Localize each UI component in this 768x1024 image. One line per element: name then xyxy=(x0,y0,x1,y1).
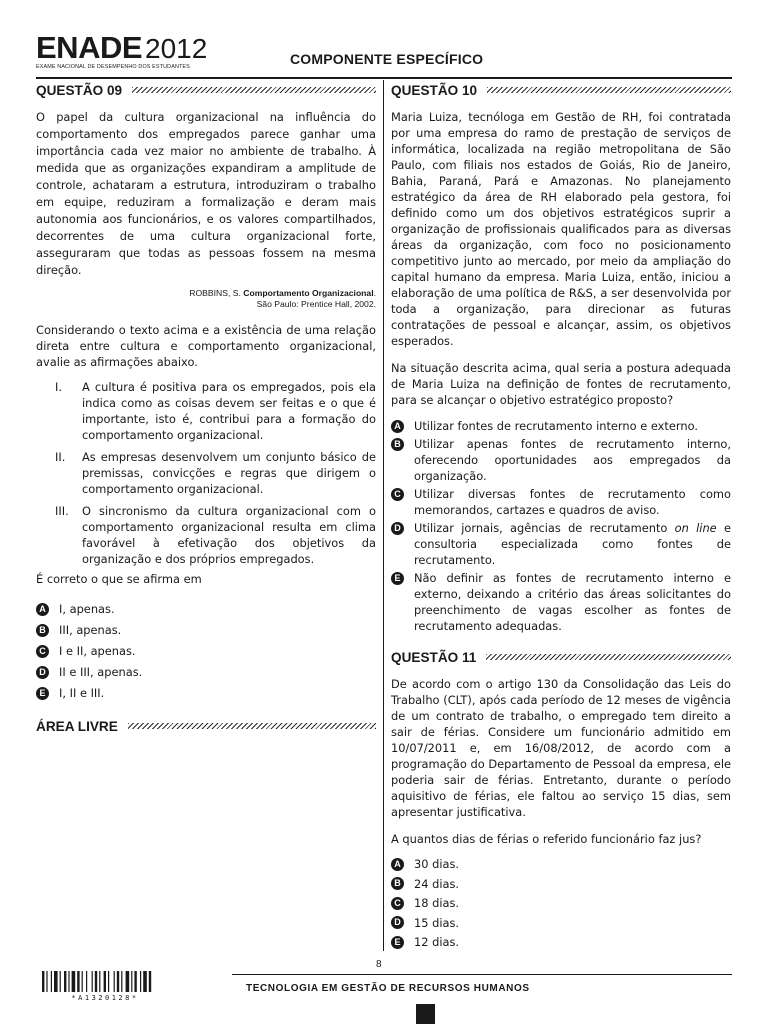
barcode-bar xyxy=(143,971,147,992)
option-letter-b: B xyxy=(36,624,49,637)
answer-option-e[interactable] xyxy=(391,934,731,950)
option-text: I, apenas. xyxy=(59,602,115,616)
question-11-title: QUESTÃO 11 xyxy=(391,649,477,665)
barcode-bar xyxy=(54,971,58,992)
registration-mark xyxy=(416,1004,435,1024)
question-10-options xyxy=(391,418,731,634)
barcode-bar xyxy=(68,971,69,992)
answer-option-e[interactable] xyxy=(36,685,376,701)
logo-subtitle: EXAME NACIONAL DE DESEMPENHO DOS ESTUDANTES xyxy=(36,64,190,70)
option-text: 24 dias. xyxy=(414,876,460,891)
answer-option-b[interactable] xyxy=(391,876,731,892)
statement-item xyxy=(36,503,376,567)
question-09-question: É correto o que se afirma em xyxy=(36,572,202,586)
source-publisher: São Paulo: Prentice Hall, 2002. xyxy=(256,299,376,309)
area-livre-header xyxy=(36,718,376,734)
enade-logo xyxy=(36,32,206,70)
page-title: COMPONENTE ESPECÍFICO xyxy=(290,51,484,67)
barcode-bar xyxy=(117,971,119,992)
logo-enade-text: ENADE xyxy=(36,30,143,65)
answer-option-a[interactable] xyxy=(391,856,731,872)
option-letter-a: A xyxy=(36,603,49,616)
option-text: Utilizar apenas fontes de recrutamento interno, oferecendo oportunidades aos empregados da organização. xyxy=(414,437,731,483)
barcode-bar xyxy=(149,971,151,992)
answer-option-d[interactable] xyxy=(36,664,376,680)
barcode-bar xyxy=(72,971,76,992)
option-letter-c: C xyxy=(391,897,404,910)
question-11-question: A quantos dias de férias o referido funcionário faz jus? xyxy=(391,832,702,846)
source-work: Comportamento Organizacional xyxy=(243,288,374,298)
footer-course-title: TECNOLOGIA EM GESTÃO DE RECURSOS HUMANOS xyxy=(246,983,530,994)
option-letter-c: C xyxy=(391,488,404,501)
logo-year-text: 2012 xyxy=(145,33,208,64)
question-10-text: Maria Luiza, tecnóloga em Gestão de RH, foi contratada por uma empresa do ramo de prestação de serviços de informática, localizada na região metropolitana de São Paulo, com filiais nos estados de Goiás, Rio de Janeiro, Bahia, Paraná, Pará e Amazonas. No planejamento estratégico da área de RH elaborado pela gestora, foi definido como um dos objetivos estratégicos suprir a organização de profissionais qualificados para as diversas áreas da organização, com foco no posicionamento competitivo junto ao mercado, por meio da ampliação do capital humano da empresa. Maria Luiza, então, iniciou a elaboração de uma política de R&S, a ser desenvolvida por toda a organização, para direcionar as futuras contratações de pessoal e alcançar, assim, os objetivos esperados. xyxy=(391,110,731,348)
question-11-text: De acordo com o artigo 130 da Consolidação das Leis do Trabalho (CLT), após cada período de 12 meses de vigência de um contrato de trabalho, o empregado tem direito a sair de férias. Considere um funcionário admitido em 10/07/2011 e, em 16/08/2012, de acordo com a programação do Departamento de Pessoal da empresa, ele poderia sair de férias. Entretanto, durante o período aquisitivo de férias, ele faltou ao serviço 15 dias, sem apresentar justificativa. xyxy=(391,677,731,819)
option-letter-b: B xyxy=(391,438,404,451)
option-text: Utilizar diversas fontes de recrutamento como memorandos, cartazes e quadros de aviso. xyxy=(414,487,731,517)
statement-text: O sincronismo da cultura organizacional com o comportamento organizacional resulta em clima favorável à efetivação dos objetivos da organização e dos próprios empregados. xyxy=(82,504,376,566)
right-column xyxy=(391,82,731,954)
option-letter-d: D xyxy=(391,916,404,929)
barcode-bar xyxy=(126,971,130,992)
statement-numeral: II. xyxy=(55,450,66,464)
barcode-bar xyxy=(64,971,66,992)
answer-option-a[interactable] xyxy=(36,601,376,617)
question-09-prompt: Considerando o texto acima e a existência de uma relação direta entre cultura e comportamento organizacional, avalie as afirmações abaixo. xyxy=(36,323,376,369)
option-text: III, apenas. xyxy=(59,623,122,637)
option-text: I, II e III. xyxy=(59,686,105,700)
question-09-text: O papel da cultura organizacional na influência do comportamento dos empregados parece ganhar uma importância cada vez maior no ambiente de trabalho. À medida que as organizações expandiram a amplitude de controle, achataram a estrutura, introduziram o trabalho em equipe, reduziram a formalização e deram mais autonomia aos funcionários, e os valores compartilhados, decorrentes de uma cultura organizacional forte, asseguraram que todas as pessoas fossem na mesma direção. xyxy=(36,110,376,277)
option-text: 15 dias. xyxy=(414,915,460,930)
answer-option-d[interactable] xyxy=(391,520,731,568)
area-livre-title: ÁREA LIVRE xyxy=(36,718,118,734)
hatch-decoration xyxy=(132,87,376,93)
statement-item xyxy=(36,379,376,443)
barcode-bar xyxy=(104,971,106,992)
option-letter-e: E xyxy=(391,936,404,949)
statement-text: As empresas desenvolvem um conjunto básico de premissas, convicções e regras que dirigem o comportamento organizacional. xyxy=(82,450,376,496)
question-09-title: QUESTÃO 09 xyxy=(36,82,123,98)
option-text: Não definir as fontes de recrutamento interno e externo, deixando a critério das áreas solicitantes do preenchimento de vagas escolher as fontes de recrutamento adequadas. xyxy=(414,571,731,633)
answer-option-c[interactable] xyxy=(391,895,731,911)
barcode-bar xyxy=(42,971,44,992)
option-text: II e III, apenas. xyxy=(59,665,143,679)
option-text: I e II, apenas. xyxy=(59,644,136,658)
option-letter-d: D xyxy=(391,522,404,535)
barcode-bar xyxy=(86,971,87,992)
option-text: Utilizar fontes de recrutamento interno e externo. xyxy=(414,419,698,433)
option-letter-d: D xyxy=(36,666,49,679)
column-divider xyxy=(383,80,384,951)
option-text: 12 dias. xyxy=(414,935,460,949)
option-text: 30 dias. xyxy=(414,857,460,871)
barcode-icon xyxy=(42,971,168,992)
barcode-bar xyxy=(99,971,100,992)
question-09-options xyxy=(36,601,376,701)
answer-option-a[interactable] xyxy=(391,418,731,434)
statement-numeral: III. xyxy=(55,504,69,518)
barcode-bar xyxy=(92,971,93,992)
question-10-header xyxy=(391,82,731,98)
barcode-bar xyxy=(140,971,141,992)
answer-option-b[interactable] xyxy=(391,436,731,484)
question-10-title: QUESTÃO 10 xyxy=(391,82,478,98)
question-10-question: Na situação descrita acima, qual seria a postura adequada de Maria Luiza na definição de fontes de recrutamento, para se alcançar o objetivo estratégico proposto? xyxy=(391,361,731,407)
statement-item xyxy=(36,449,376,497)
option-letter-a: A xyxy=(391,420,404,433)
answer-option-c[interactable] xyxy=(391,486,731,518)
barcode-bar xyxy=(82,971,83,992)
hatch-decoration xyxy=(486,654,731,660)
barcode-bar xyxy=(95,971,97,992)
barcode-bar xyxy=(134,971,136,992)
question-11-options xyxy=(391,856,731,950)
barcode-bar xyxy=(46,971,47,992)
question-09-statements xyxy=(36,379,376,567)
barcode-bar xyxy=(51,971,52,992)
hatch-decoration xyxy=(128,723,376,729)
footer-divider xyxy=(232,974,732,975)
source-author: ROBBINS, S. xyxy=(189,288,241,298)
answer-option-d[interactable] xyxy=(391,915,731,931)
barcode-bar xyxy=(108,971,109,992)
option-letter-c: C xyxy=(36,645,49,658)
page-number: 8 xyxy=(376,959,382,970)
barcode-bar xyxy=(131,971,132,992)
barcode-number: *A1320128* xyxy=(71,994,139,1002)
option-letter-e: E xyxy=(36,687,49,700)
option-letter-a: A xyxy=(391,858,404,871)
barcode-bar xyxy=(77,971,79,992)
answer-option-b[interactable] xyxy=(36,622,376,638)
question-09-header xyxy=(36,82,376,98)
option-text: 18 dias. xyxy=(414,896,460,910)
source-punct: . xyxy=(373,288,376,298)
question-09-source xyxy=(36,288,376,310)
answer-option-e[interactable] xyxy=(391,570,731,634)
statement-numeral: I. xyxy=(55,380,62,394)
barcode-bar xyxy=(60,971,61,992)
header-divider xyxy=(36,77,732,79)
barcode-bar xyxy=(114,971,115,992)
barcode-bar xyxy=(121,971,122,992)
left-column xyxy=(36,82,376,745)
option-letter-e: E xyxy=(391,572,404,585)
question-11-header xyxy=(391,649,731,665)
answer-option-c[interactable] xyxy=(36,643,376,659)
hatch-decoration xyxy=(487,87,731,93)
statement-text: A cultura é positiva para os empregados, pois ela indica como as coisas devem ser feitas e o que é importante, isto é, contribui para a formação do comportamento organizacional. xyxy=(82,380,376,442)
option-text: Utilizar jornais, agências de recrutamento on line e consultoria especializada como fontes de recrutamento. xyxy=(414,521,731,567)
option-letter-b: B xyxy=(391,877,404,890)
